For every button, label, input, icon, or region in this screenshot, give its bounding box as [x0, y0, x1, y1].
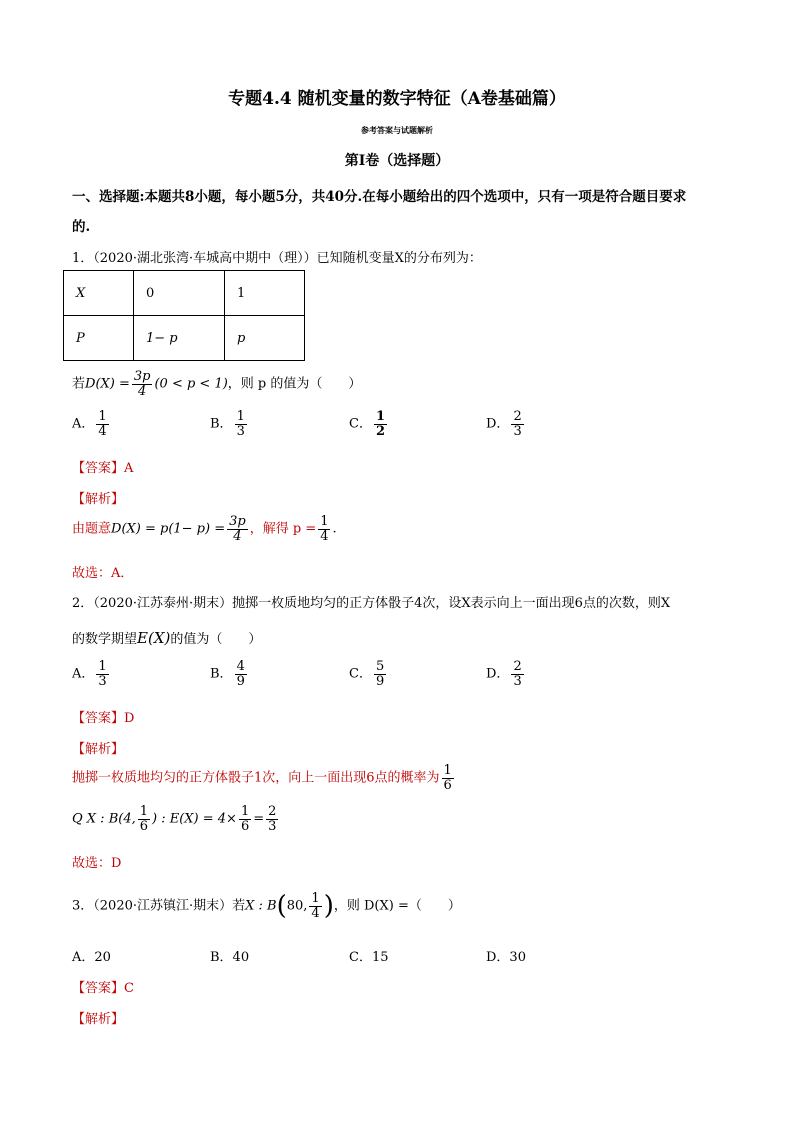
- option-label: C．: [349, 666, 372, 682]
- q1-answer: [72, 457, 133, 476]
- frac-den: 4: [138, 383, 147, 399]
- frac-den: 3: [513, 423, 522, 439]
- frac-num: 1: [240, 804, 250, 819]
- q1-solution: [72, 515, 337, 543]
- sol-part-b: ) : E(X) = 4×: [152, 811, 237, 827]
- sol-text: 抛掷一枚质地均匀的正方体骰子1次，向上一面出现6点的概率为: [72, 770, 440, 786]
- q1-condition: [72, 370, 361, 398]
- frac-den: 3: [236, 423, 245, 439]
- q2-answer: [72, 707, 134, 726]
- option-label: A．: [72, 666, 95, 682]
- answer-value: C: [124, 981, 134, 996]
- option-frac: [374, 660, 386, 688]
- q3-x: X : B: [245, 898, 277, 914]
- table-cell: P: [64, 316, 134, 361]
- frac-num: 2: [513, 409, 522, 424]
- frac-den: 4: [233, 528, 242, 544]
- frac-num: 5: [375, 659, 385, 674]
- q2-solution-2: [72, 805, 280, 833]
- sol-end: .: [332, 521, 337, 537]
- sol-frac-2: [318, 515, 330, 543]
- frac-den: 4: [320, 528, 329, 544]
- sol-eq: D(X) = p(1− p) =: [111, 521, 226, 537]
- q2-prefix: 的数学期望: [72, 632, 138, 647]
- sol-prefix: 由题意: [72, 521, 112, 537]
- q1-cond-suffix: ，则 p 的值为（ ）: [227, 376, 362, 392]
- answer-label: 【答案】: [72, 461, 125, 476]
- option-frac: [374, 410, 387, 438]
- page-title: 专题4.4 随机变量的数字特征（A卷基础篇）: [228, 89, 566, 109]
- frac-num: 1: [311, 891, 320, 906]
- page-subtitle: 参考答案与试题解析: [361, 125, 433, 135]
- q3-option-a[interactable]: A．20: [72, 950, 111, 965]
- q2-stem-line1: 2．（2020·江苏泰州·期末）抛掷一枚质地均匀的正方体骰子4次，设X表示向上一面出现6点的次数，则X: [72, 596, 671, 611]
- volume-heading: 第I卷（选择题）: [344, 153, 450, 169]
- sol-frac-3: [266, 805, 278, 833]
- table-cell: 1: [225, 271, 305, 316]
- answer-value: A: [124, 461, 134, 476]
- frac-num: 2: [268, 804, 277, 819]
- q2-analysis-label: 【解析】: [72, 742, 125, 757]
- option-frac: [235, 660, 247, 688]
- q3-analysis-label: 【解析】: [72, 1012, 125, 1027]
- option-label: D．: [486, 416, 510, 432]
- left-paren-icon: (: [276, 891, 287, 922]
- sol-part-a: Q X : B(4,: [72, 811, 136, 827]
- sol-frac: [442, 764, 454, 792]
- q3-suffix: ，则 D(X) =（ ）: [333, 898, 461, 914]
- frac-num: 3p: [133, 369, 151, 384]
- q2-stem-line2: [72, 628, 261, 647]
- option-frac: [96, 410, 108, 438]
- q2-option-c[interactable]: [349, 660, 388, 688]
- q1-stem: 1．（2020·湖北张湾·车城高中期中（理））已知随机变量X的分布列为：: [72, 251, 482, 266]
- option-frac: [511, 660, 523, 688]
- option-label: C．: [349, 416, 372, 432]
- frac-num: 2: [513, 659, 522, 674]
- frac-den: 9: [375, 673, 385, 689]
- frac-den: 4: [311, 905, 320, 921]
- frac-den: 3: [98, 673, 107, 689]
- table-row: [64, 271, 305, 316]
- q3-answer: [72, 977, 134, 996]
- sol-frac: [138, 805, 150, 833]
- option-frac: [96, 660, 108, 688]
- frac-den: 2: [375, 423, 385, 439]
- q3-stem: [72, 892, 461, 920]
- q1-option-c[interactable]: [349, 410, 389, 438]
- table-cell: X: [64, 271, 134, 316]
- q3-option-c[interactable]: C．15: [349, 950, 389, 965]
- option-label: B．: [210, 666, 233, 682]
- option-frac: [511, 410, 523, 438]
- frac-den: 6: [240, 818, 250, 834]
- table-cell: 1− p: [134, 316, 225, 361]
- option-label: B．: [210, 416, 233, 432]
- option-frac: [235, 410, 247, 438]
- frac-den: 6: [443, 777, 452, 793]
- q1-cond-prefix: 若: [72, 376, 86, 392]
- q1-option-b[interactable]: [210, 410, 249, 438]
- sol-mid: ，解得 p =: [249, 521, 317, 537]
- q1-analysis-label: 【解析】: [72, 492, 125, 507]
- q1-option-d[interactable]: [486, 410, 526, 438]
- answer-label: 【答案】: [72, 981, 125, 996]
- section-heading-line2: 的.: [72, 219, 91, 235]
- answer-value: D: [124, 711, 135, 726]
- q3-option-d[interactable]: D．30: [486, 950, 526, 965]
- q1-option-a[interactable]: [72, 410, 111, 438]
- q2-choose: 故选：D: [72, 856, 122, 871]
- frac-num: 1: [98, 659, 107, 674]
- right-paren-icon: ): [323, 891, 334, 922]
- frac-num: 1: [320, 514, 329, 529]
- frac-den: 3: [268, 818, 277, 834]
- frac-num: 1: [236, 409, 245, 424]
- frac-den: 4: [98, 423, 107, 439]
- sol-frac-2: [239, 805, 251, 833]
- frac-den: 6: [139, 818, 148, 834]
- q3-option-b[interactable]: B．40: [210, 950, 250, 965]
- frac-num: 4: [236, 659, 245, 674]
- q1-cond-range: (0 < p < 1): [154, 376, 228, 392]
- table-cell: 0: [134, 271, 225, 316]
- q3-param: 80,: [286, 898, 308, 914]
- frac-den: 9: [236, 673, 245, 689]
- answer-label: 【答案】: [72, 711, 125, 726]
- q3-frac: [309, 892, 321, 920]
- frac-den: 3: [513, 673, 522, 689]
- frac-num: 1: [375, 409, 385, 424]
- table-row: [64, 316, 305, 361]
- q1-distribution-table: [63, 270, 305, 361]
- q1-choose: 故选：A．: [72, 566, 134, 581]
- table-cell: p: [225, 316, 305, 361]
- q2-suffix: 的值为（ ）: [170, 632, 262, 647]
- frac-num: 3p: [229, 514, 246, 529]
- option-label: D．: [486, 666, 510, 682]
- q1-cond-frac: [132, 370, 153, 398]
- sol-part-c: =: [253, 811, 265, 827]
- frac-num: 1: [98, 409, 107, 424]
- q2-option-d[interactable]: [486, 660, 526, 688]
- frac-num: 1: [443, 763, 452, 778]
- q3-prefix: 3．（2020·江苏镇江·期末）若: [72, 898, 246, 914]
- q1-cond-dx: D(X) =: [85, 376, 130, 392]
- sol-frac: [227, 515, 248, 543]
- q2-option-a[interactable]: [72, 660, 111, 688]
- q2-option-b[interactable]: [210, 660, 249, 688]
- option-label: A．: [72, 416, 95, 432]
- q2-ex: E(X): [137, 629, 171, 647]
- frac-num: 1: [139, 804, 148, 819]
- q2-solution-1: [72, 764, 456, 792]
- section-heading-line1: 一、选择题:本题共8小题，每小题5分，共40分.在每小题给出的四个选项中，只有一项是符合题目要求: [72, 189, 687, 205]
